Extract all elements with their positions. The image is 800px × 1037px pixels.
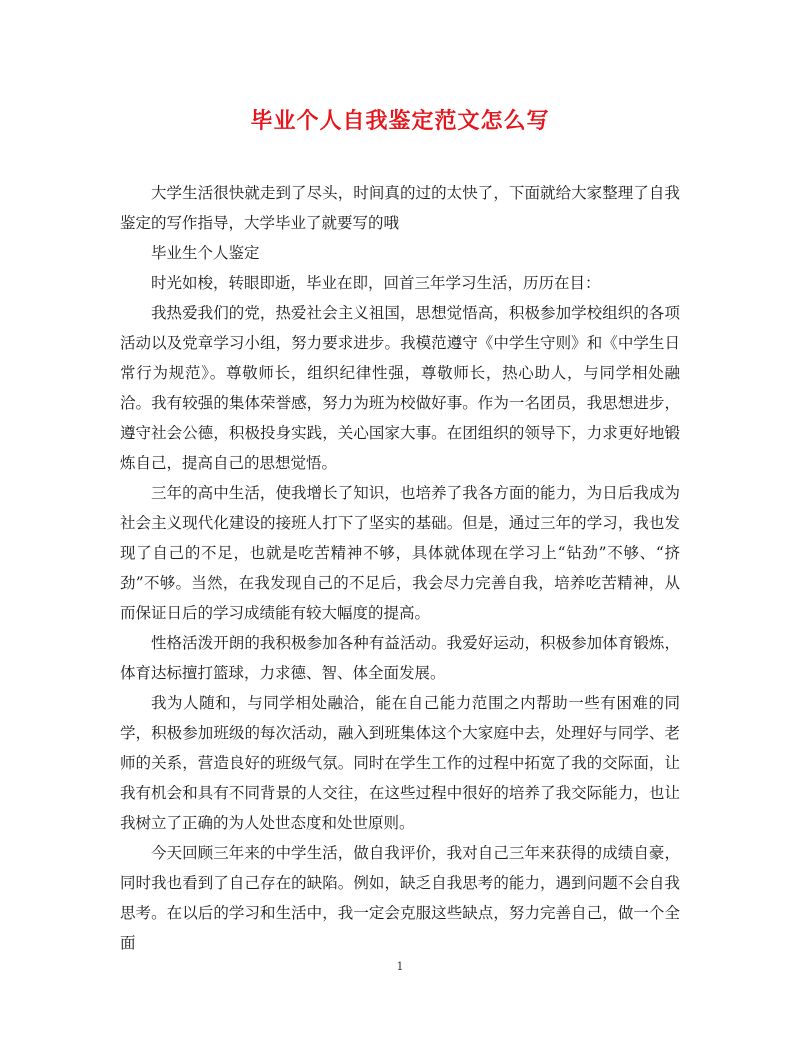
paragraph-subheading: 毕业生个人鉴定 [151,244,260,262]
paragraph-study: 三年的高中生活，使我增长了知识，也培养了我各方面的能力，为日后我成为社会主义现代化建设的接班人打下了坚实的基础。但是，通过三年的学习，我也发现了自己的不足，也就是吃苦精神不够，具体就体现在学习上“钻劲”不够、“挤劲”不够。当然，在我发现自己的不足后，我会尽力完善自我，培养吃苦精神，从而保证日后的学习成绩能有较大幅度的提高。 [120,484,680,622]
page-number: 1 [396,960,404,973]
paragraph-intro: 大学生活很快就走到了尽头，时间真的过的太快了，下面就给大家整理了自我鉴定的写作指导，大学毕业了就要写的哦 [120,184,680,232]
paragraph-opening: 时光如梭，转眼即逝，毕业在即，回首三年学习生活，历历在目： [151,274,601,292]
document-body [120,178,680,958]
paragraph-ideology: 我热爱我们的党，热爱社会主义祖国，思想觉悟高，积极参加学校组织的各项活动以及党章学习小组，努力要求进步。我模范遵守《中学生守则》和《中学生日常行为规范》。尊敬师长，组织纪律性强，尊敬师长，热心助人，与同学相处融洽。我有较强的集体荣誉感，努力为班为校做好事。作为一名团员，我思想进步，遵守社会公德，积极投身实践，关心国家大事。在团组织的领导下，力求更好地锻炼自己，提高自己的思想觉悟。 [120,304,680,472]
paragraph-relationships: 我为人随和，与同学相处融洽，能在自己能力范围之内帮助一些有困难的同学，积极参加班级的每次活动，融入到班集体这个大家庭中去，处理好与同学、老师的关系，营造良好的班级气氛。同时在学生工作的过程中拓宽了我的交际面，让我有机会和具有不同背景的人交往，在这些过程中很好的培养了我交际能力，也让我树立了正确的为人处世态度和处世原则。 [120,694,680,832]
document-title: 毕业个人自我鉴定范文怎么写 [250,108,550,134]
paragraph-activities: 性格活泼开朗的我积极参加各种有益活动。我爱好运动，积极参加体育锻炼，体育达标擅打篮球，力求德、智、体全面发展。 [120,634,680,682]
paragraph-review: 今天回顾三年来的中学生活，做自我评价，我对自己三年来获得的成绩自豪，同时我也看到了自己存在的缺陷。例如，缺乏自我思考的能力，遇到问题不会自我思考。在以后的学习和生活中，我一定会克服这些缺点，努力完善自己，做一个全面 [120,844,680,952]
